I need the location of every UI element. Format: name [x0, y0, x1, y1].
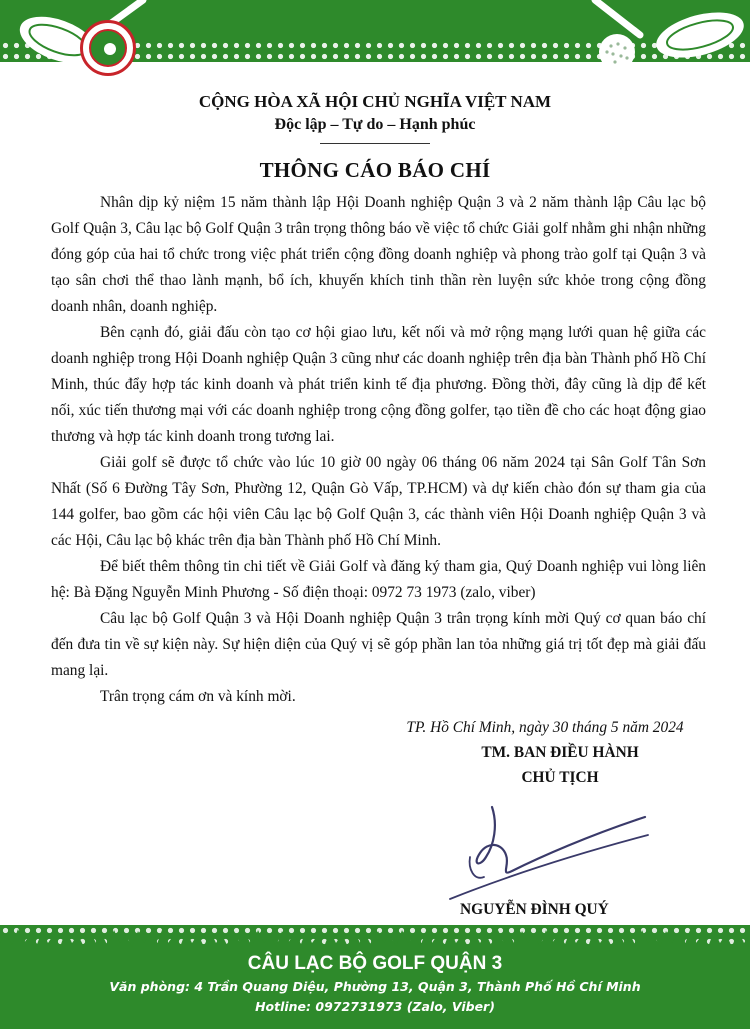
logo-inner-ring — [89, 29, 127, 67]
signer-name: NGUYỄN ĐÌNH QUÝ — [460, 901, 609, 918]
place-date: TP. Hồ Chí Minh, ngày 30 tháng 5 năm 2024 — [406, 719, 684, 736]
motto-divider — [320, 143, 430, 144]
footer-banner — [0, 925, 750, 1029]
paragraph: Câu lạc bộ Golf Quận 3 và Hội Doanh nghiệp Quận 3 trân trọng kính mời Quý cơ quan báo chí đến đưa tin về sự kiện này. Sự hiện diện của Quý vị sẽ góp phần lan tỏa những giá trị tốt đẹp mà giải đấu mang lại. — [51, 610, 706, 679]
header-banner — [0, 0, 750, 92]
signer-role: CHỦ TỊCH — [521, 769, 599, 786]
paragraph: Bên cạnh đó, giải đấu còn tạo cơ hội giao lưu, kết nối và mở rộng mạng lưới quan hệ giữa các doanh nghiệp trong Hội Doanh nghiệp Quận 3 cũng như các doanh nghiệp trên địa bàn Thành phố Hồ Chí Minh, thúc đẩy hợp tác kinh doanh và phát triển kinh tế địa phương. Đồng thời, đây cũng là dịp để kết nối, xúc tiến thương mại với các doanh nghiệp trong cộng đồng golfer, tạo tiền đề cho các hoạt động giao thương và hợp tác kinh doanh trong tương lai. — [51, 324, 706, 445]
golf-club-right-icon — [585, 0, 745, 80]
national-title: CỘNG HÒA XÃ HỘI CHỦ NGHĨA VIỆT NAM — [198, 92, 552, 111]
paragraph: Giải golf sẽ được tổ chức vào lúc 10 giờ 00 ngày 06 tháng 06 năm 2024 tại Sân Golf Tân Sơn Nhất (Số 6 Đường Tây Sơn, Phường 12, Quận Gò Vấp, TP.HCM) và dự kiến chào đón sự tham gia của 144 golfer, bao gồm các hội viên Câu lạc bộ Golf Quận 3, các thành viên Hội Doanh nghiệp Quận 3 và các Hội, Câu lạc bộ khác trên địa bàn Thành phố Hồ Chí Minh. — [51, 454, 706, 549]
paragraph: Nhân dịp kỷ niệm 15 năm thành lập Hội Doanh nghiệp Quận 3 và 2 năm thành lập Câu lạc bộ Golf Quận 3, Câu lạc bộ Golf Quận 3 trân trọng thông báo về việc tổ chức Giải golf nhằm ghi nhận những đóng góp của hai tổ chức trong việc phát triển cộng đồng doanh nghiệp và phong trào golf tại Quận 3 và tạo sân chơi thể thao lành mạnh, bổ ích, khuyến khích tinh thần rèn luyện sức khỏe trong cộng đồng doanh nhân, doanh nghiệp. — [51, 194, 706, 315]
footer-hotline: Hotline: 0972731973 (Zalo, Viber) — [255, 999, 495, 1014]
signature-block — [360, 716, 730, 790]
national-motto: Độc lập – Tự do – Hạnh phúc — [274, 116, 476, 133]
footer-address: Văn phòng: 4 Trần Quang Diệu, Phường 13, Quận 3, Thành Phố Hồ Chí Minh — [109, 979, 641, 994]
footer-grass-edge-icon — [0, 925, 750, 955]
document-body — [51, 190, 706, 710]
club-logo-icon — [80, 20, 136, 76]
paragraph: Trân trọng cám ơn và kính mời. — [100, 688, 296, 705]
paragraph: Để biết thêm thông tin chi tiết về Giải Golf và đăng ký tham gia, Quý Doanh nghiệp vui lòng liên hệ: Bà Đặng Nguyễn Minh Phương - Số điện thoại: 0972 73 1973 (zalo, viber) — [51, 558, 706, 601]
footer-club-name: CÂU LẠC BỘ GOLF QUẬN 3 — [247, 953, 503, 974]
logo-golf-ball-icon — [104, 43, 116, 55]
handwritten-signature-icon — [440, 795, 660, 905]
document-title: THÔNG CÁO BÁO CHÍ — [259, 158, 491, 182]
signing-organization: TM. BAN ĐIỀU HÀNH — [481, 744, 639, 761]
